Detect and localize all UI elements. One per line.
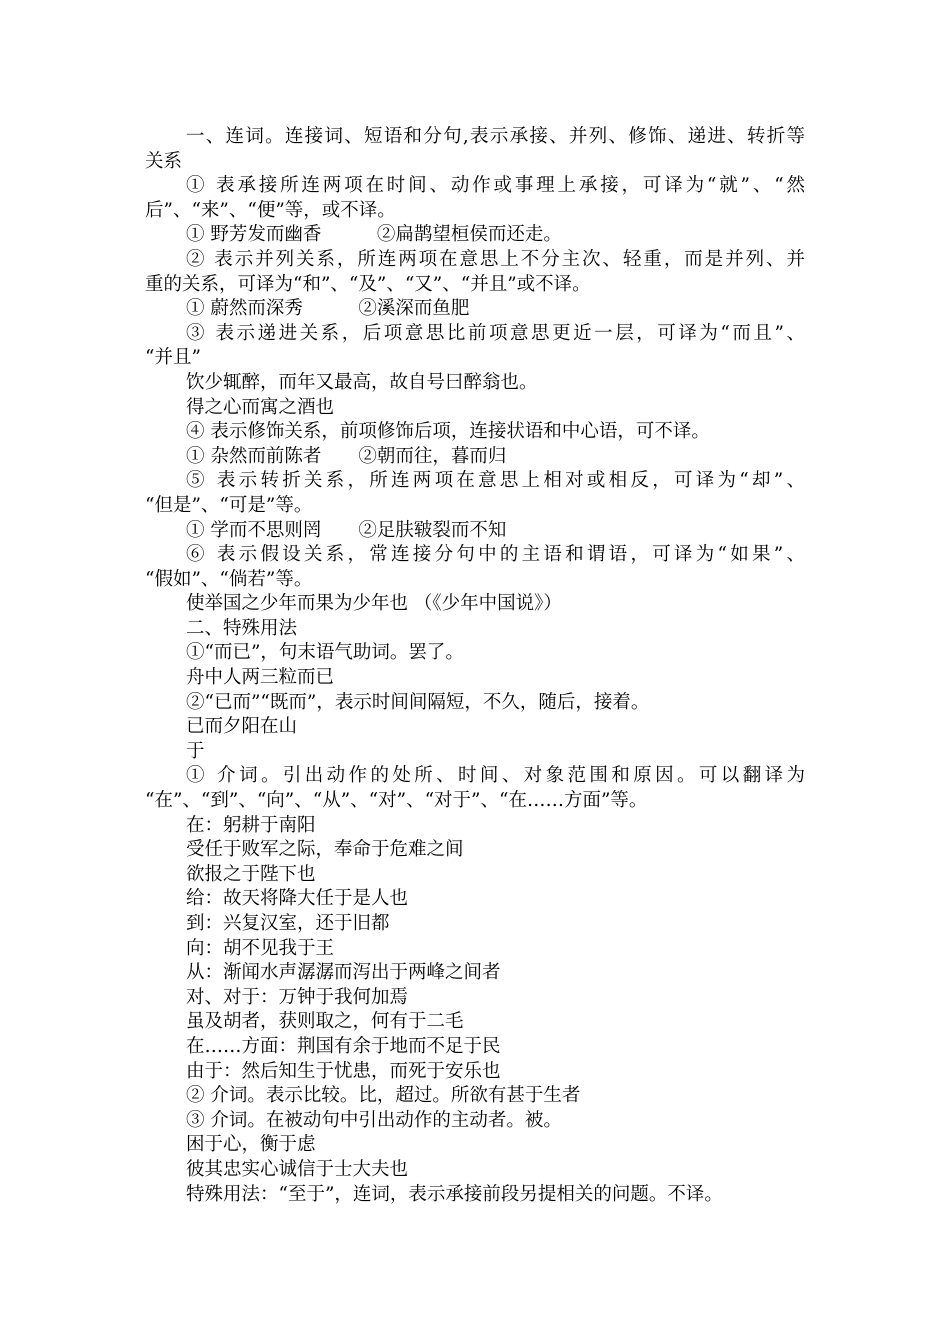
text-line: 由于：然后知生于忧患，而死于安乐也 [186,1060,501,1082]
text-line: 受任于败军之际，奉命于危难之间 [186,839,464,861]
text-line: “在”、“到”、“向”、“从”、“对”、“对于”、“在……方面”等。 [145,790,648,812]
text-line: ① 杂然而前陈者 ②朝而往，暮而归 [186,445,507,467]
text-line: 对、对于：万钟于我何加焉 [186,986,409,1008]
text-line: 给：故天将降大任于是人也 [186,888,409,910]
text-line: 从：渐闻水声潺潺而泻出于两峰之间者 [186,962,501,984]
text-line: ② 介词。表示比较。比，超过。所欲有甚于生者 [186,1085,581,1107]
text-line: 后”、“来”、“便”等，或不译。 [145,199,396,221]
text-line: 二、特殊用法 [186,617,298,639]
text-line: 关系 [145,150,183,172]
text-line: 在：躬耕于南阳 [186,814,316,836]
text-line: 于 [186,740,205,762]
text-line: 向：胡不见我于王 [186,937,335,959]
text-line: ⑥ 表示假设关系，常连接分句中的主语和谓语，可译为“如果”、 [186,544,805,566]
text-line: 在……方面：荆国有余于地而不足于民 [186,1035,501,1057]
text-line: 重的关系，可译为“和”、“及”、“又”、“并且”或不译。 [145,273,591,295]
text-line: ① 介词。引出动作的处所、时间、对象范围和原因。可以翻译为 [186,765,805,787]
text-line: 使举国之少年而果为少年也 （《少年中国说》） [186,593,562,615]
text-line: ① 野芳发而幽香 ②扁鹊望桓侯而还走。 [186,224,562,246]
text-line: ②“已而”“既而”，表示时间间隔短，不久，随后，接着。 [186,691,650,713]
text-line: 虽及胡者，获则取之，何有于二毛 [186,1011,464,1033]
text-line: ⑤ 表示转折关系，所连两项在意思上相对或相反，可译为“却”、 [186,470,805,492]
text-line: ① 学而不思则罔 ②足肤皲裂而不知 [186,519,507,541]
text-line: ①“而已”，句末语气助词。罢了。 [186,642,464,664]
text-line: “并且” [145,347,201,369]
text-line: 到：兴复汉室，还于旧都 [186,913,390,934]
text-line: “假如”、“倘若”等。 [145,568,313,590]
text-line: 欲报之于陛下也 [186,863,316,885]
text-line: 困于心，衡于虑 [186,1134,316,1156]
text-line: 彼其忠实心诚信于士大夫也 [186,1158,409,1180]
text-line: ① 蔚然而深秀 ②溪深而鱼肥 [186,298,470,320]
text-line: ② 表示并列关系，所连两项在意思上不分主次、轻重，而是并列、并 [186,248,805,270]
text-line: 特殊用法：“至于”，连词，表示承接前段另提相关的问题。不译。 [186,1183,723,1205]
text-line: 已而夕阳在山 [186,716,298,738]
text-line: 饮少辄醉，而年又最高，故自号曰醉翁也。 [186,371,538,393]
text-line: 一、连词。连接词、短语和分句,表示承接、并列、修饰、递进、转折等 [186,126,805,147]
text-line: ③ 表示递进关系，后项意思比前项意思更近一层，可译为“而且”、 [186,322,805,344]
text-line: ③ 介词。在被动句中引出动作的主动者。被。 [186,1109,562,1131]
text-line: ① 表承接所连两项在时间、动作或事理上承接，可译为“就”、“然 [186,175,805,197]
document-body [0,125,950,1207]
text-line: “但是”、“可是”等。 [145,494,313,516]
text-line: ④ 表示修饰关系，前项修饰后项，连接状语和中心语，可不译。 [186,421,710,443]
text-line: 得之心而寓之酒也 [186,396,335,418]
text-line: 舟中人两三粒而已 [186,667,335,689]
